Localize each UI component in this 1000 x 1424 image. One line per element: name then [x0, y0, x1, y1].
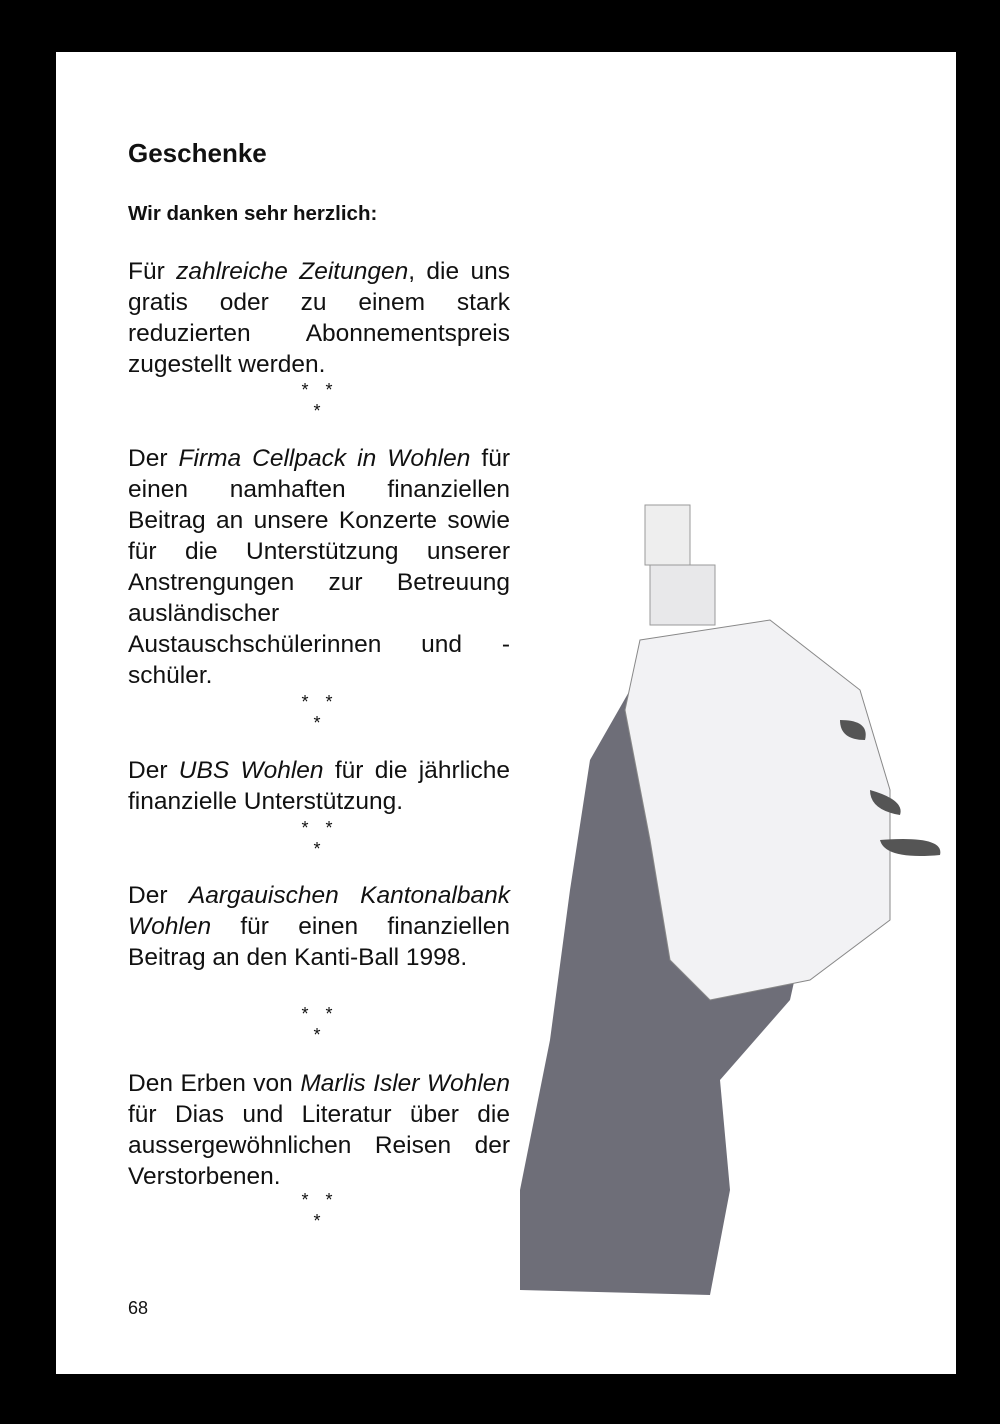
- entry: Der Aargauischen Kantonalbank Wohlen für einen finanziellen Beitrag an den Kanti-Ball 1998.: [128, 882, 510, 971]
- page-title: Geschenke: [128, 138, 267, 168]
- subtitle: Wir danken sehr herzlich:: [128, 202, 378, 225]
- entry: Für zahlreiche Zeitungen, die uns gratis oder zu einem stark reduzierten Abonnementspreis zugestellt werden.: [128, 258, 510, 378]
- entry: Der Firma Cellpack in Wohlen für einen namhaften finanziellen Beitrag an unsere Konzerte sowie für die Unterstützung unserer Anstrengungen zur Betreuung ausländischer Austauschschülerinnen und -schüler.: [128, 445, 510, 689]
- entry: Den Erben von Marlis Isler Wohlen für Dias und Literatur über die aussergewöhnlichen Reisen der Verstorbenen.: [128, 1070, 510, 1190]
- page-number: 68: [128, 1298, 149, 1318]
- hand-holding-bottle-illustration: [510, 490, 950, 1300]
- separator: * * *: [301, 1004, 339, 1045]
- separator: * * *: [301, 692, 339, 733]
- separator: * * *: [301, 1190, 339, 1231]
- entry: Der UBS Wohlen für die jährliche finanzielle Unterstützung.: [128, 757, 510, 815]
- separator: * * *: [301, 380, 339, 421]
- separator: * * *: [301, 818, 339, 859]
